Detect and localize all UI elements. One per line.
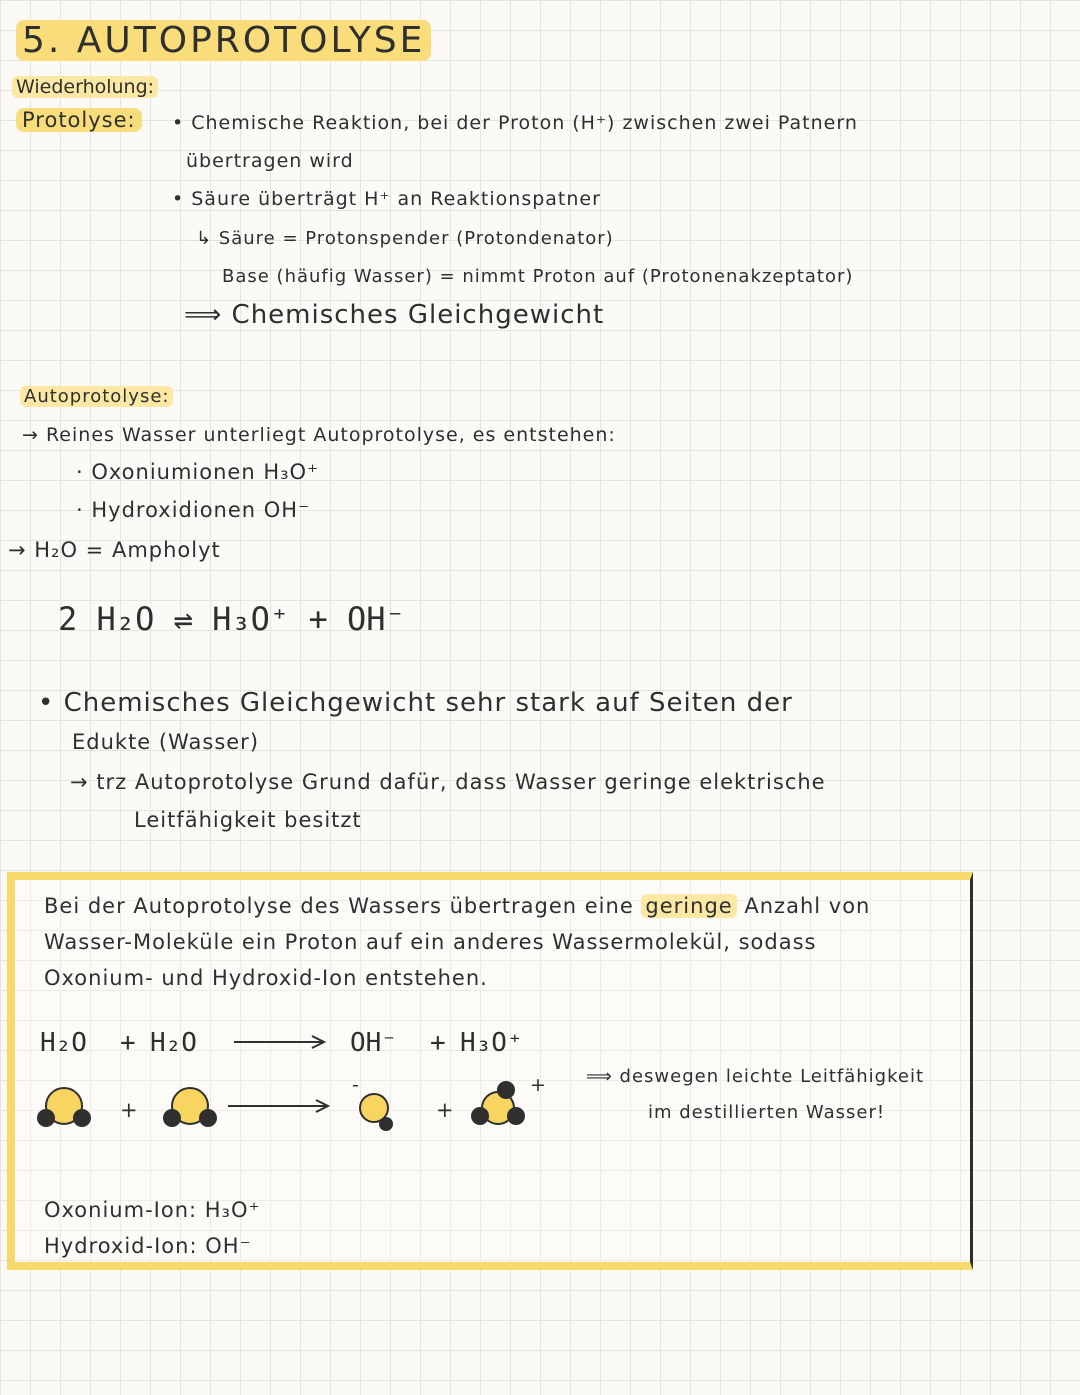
autoprotolysis-equation: 2 H₂O ⇌ H₃O⁺ + OH⁻ [58,600,405,638]
hydroxide-charge: - [352,1074,360,1096]
box-line3: Oxonium- und Hydroxid-Ion entstehen. [44,966,488,990]
reaction-plus-1: + [120,1028,136,1058]
hydroxide-molecule-icon [354,1086,398,1136]
box-line1: Bei der Autoprotolyse des Wassers übertragen eine geringe Anzahl von [44,894,871,918]
conductivity-note: ⟹ deswegen leichte Leitfähigkeit [586,1066,925,1087]
water-molecule-icon [34,1076,94,1136]
oxonium-definition: Oxonium-Ion: H₃O⁺ [44,1198,261,1222]
ampholyte-line: → H₂O = Ampholyt [8,538,221,562]
autoprotolysis-label: Autoprotolyse: [20,386,173,407]
oxonium-charge: + [530,1074,547,1096]
equilibrium-point-cont: Edukte (Wasser) [72,730,260,754]
recap-sub1: ↳ Säure = Protonspender (Protondenator) [196,228,614,249]
recap-label: Wiederholung: [12,76,158,98]
reaction-plus-2: + [430,1028,446,1058]
reactant-water-2: H₂O [150,1028,197,1058]
page-title: 5. AUTOPROTOLYSE [16,20,431,61]
mol-plus-2: + [436,1098,455,1122]
hydroxide-item: · Hydroxidionen OH⁻ [76,498,311,522]
mol-plus-1: + [120,1098,139,1122]
product-oxonium: H₃O⁺ [460,1028,523,1058]
product-hydroxide: OH⁻ [350,1028,397,1058]
box-line2: Wasser-Moleküle ein Proton auf ein anderes Wassermolekül, sodass [44,930,817,954]
conductivity-point: → trz Autoprotolyse Grund dafür, dass Wasser geringe elektrische [70,770,826,794]
reactant-water-1: H₂O [40,1028,87,1058]
recap-conclusion: ⟹ Chemisches Gleichgewicht [184,300,605,330]
hydroxide-definition: Hydroxid-Ion: OH⁻ [44,1234,252,1258]
oxonium-item: · Oxoniumionen H₃O⁺ [76,460,320,484]
conductivity-point-cont: Leitfähigkeit besitzt [134,808,362,832]
reaction-arrow-icon [232,1030,332,1054]
molecule-arrow-icon [226,1094,336,1118]
recap-bullet1: • Säure überträgt H⁺ an Reaktionspatner [172,188,601,210]
recap-sub2: Base (häufig Wasser) = nimmt Proton auf (Protonenakzeptator) [222,266,854,287]
recap-line1: • Chemische Reaktion, bei der Proton (H⁺) zwischen zwei Patnern [172,112,858,134]
water-molecule-icon-2 [160,1076,220,1136]
oxonium-molecule-icon [466,1078,530,1138]
recap-line2: übertragen wird [186,150,354,172]
autoprotolysis-line1: → Reines Wasser unterliegt Autoprotolyse, es entstehen: [22,424,616,446]
conductivity-note-cont: im destillierten Wasser! [648,1102,886,1123]
equilibrium-point: • Chemisches Gleichgewicht sehr stark auf Seiten der [38,688,793,718]
protolysis-term: Protolyse: [16,108,142,132]
